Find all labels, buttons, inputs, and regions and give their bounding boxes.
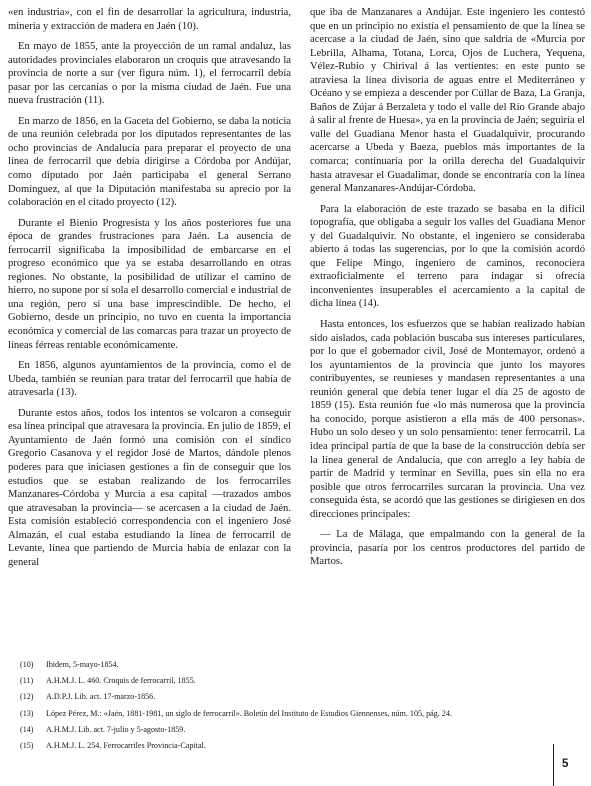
paragraph: En marzo de 1856, en la Gaceta del Gobierno, se daba la noticia de una reunión celebrada por los diputados representantes de las ocho provincias de Andalucía para preparar el proyecto de una línea de ferrocarril que debía dirigirse a Córdoba por Andújar, como diputado por Jaén participaba el general Serrano Domínguez, al que la Diputación manifestaba su aprecio por la colaboración en el citado proyecto (12).	[8, 115, 291, 209]
footnote-text: López Pérez, M.: «Jaén, 1881-1981, un siglo de ferrocarril». Boletín del Instituto de Estudios Giennenses, núm. 105, pág. 24.	[46, 708, 452, 718]
footnote-number: (14)	[20, 724, 34, 734]
footnote	[20, 738, 580, 754]
paragraph: «en industria», con el fin de desarrollar la agricultura, industria, minería y extracción de madera en Jaén (10).	[8, 7, 291, 32]
paragraph: Durante estos años, todos los intentos se volcaron a conseguir esa línea principal que atravesara la provincia. En julio de 1859, el Ayuntamiento de Jaén formó una comisión con el síndico Gregorio Casanova y el regidor José de Martos, dándole plenos poderes para que iniciasen gestiones a fin de conseguir que los estudios que se estaban realizando de los ferrocarriles Manzanares-Córdoba y Murcia a esa capital —trazados ambos que atravesaban la provincia— se acercasen a la ciudad de Jaén. Esta comisión estableció correspondencia con el ingeniero José Almazán, el cual estaba estudiando la línea de ferrocarril de Levante, línea que partiendo de Murcia había de enlazar con la general	[8, 407, 291, 568]
footnotes	[20, 657, 580, 754]
paragraph: Para la elaboración de este trazado se basaba en la difícil topografía, que obligaba a seguir los valles del Guadiana Menor y del Guadalquivir. No obstante, el ingeniero se consideraba abierto á todas las sugerencias, por lo que la comisión acordó que Felipe Mingo, ingeniero de caminos, reconociera extraoficialmente el terreno para indagar si ofrecía inconvenientes insuperables el acercamiento a la capital de dicha línea (14).	[310, 203, 585, 310]
paragraph: Hasta entonces, los esfuerzos que se habían realizado habían sido aislados, cada población buscaba sus intereses particulares, por lo que el gobernador civil, José de Montemayor, ordenó a los ayuntamientos de la provincia que junto los mayores contribuyentes, se reunieses y mandasen representantes a una reunión general que debía tener lugar el día 25 de agosto de 1859 (15). Esta reunión fue «lo más numerosa que la provincia ha conocido, porque asistieron a ella más de 400 personas». Hubo un solo deseo y un solo pensamiento: tener ferrocarril. La idea principal partía de que la base de la construcción debía ser la línea general de Andalucía, que con arreglo a ley había de partir de Madrid y terminar en Sevilla, pues sin ella no era posible que otros ferrocarriles surcaran la provincia. Una vez conseguida ésta, se acordó que las gestiones se dirigiesen en dos direcciones principales:	[310, 319, 585, 520]
footnote-text: A.H.M.J. Lib. act. 7-julio y 5-agosto-1859.	[46, 724, 186, 734]
footnote-text: Ibidem, 5-mayo-1854.	[46, 660, 119, 669]
footnote-number: (10)	[20, 660, 34, 669]
right-text-column	[310, 6, 585, 576]
footnote	[20, 706, 580, 722]
paragraph: En mayo de 1855, ante la proyección de un ramal andaluz, las autoridades provinciales elaboraron un croquis que atravesando la provincia de norte a sur (ver figura núm. 1), el ferrocarril debía pasar por las cercanías o por la misma ciudad de Jaén. Fue una nueva frustración (11).	[8, 41, 291, 107]
footnote-number: (15)	[20, 741, 34, 751]
paragraph: En 1856, algunos ayuntamientos de la provincia, como el de Ubeda, también se reunían para tratar del ferrocarril que había de atravesarla (13).	[8, 360, 291, 399]
footnote	[20, 657, 580, 673]
footnote-number: (12)	[20, 692, 34, 702]
footnote	[20, 673, 580, 689]
page-number: 5	[562, 758, 569, 770]
page-number-rule	[553, 744, 554, 786]
footnote	[20, 722, 580, 738]
footnote-text: A.D.P.J. Lib. act. 17-marzo-1856.	[46, 692, 156, 702]
footnote-number: (11)	[20, 676, 34, 686]
paragraph: Durante el Bienio Progresista y los años posteriores fue una época de grandes frustraciones para Jaén. La ausencia de ferrocarril significaba la imposibilidad de embarcarse en el progreso económico que ya se estaba desarrollando en otras regiones. No obstante, la posibilidad de utilizar el camino de hierro, no supone por sí sola el desarrollo comercial e industrial de una región, pero sí una base imprescindible. De hecho, el Gobierno, desde un principio, no tuvo en cuenta la importancia económica y comercial de las comarcas para trazar un proyecto de líneas férreas rentable económicamente.	[8, 217, 291, 351]
footnote-text: A.H.M.J. L. 254. Ferrocarriles Provincia-Capital.	[46, 741, 206, 751]
footnote	[20, 689, 580, 705]
footnote-text: A.H.M.J. L. 460. Croquis de ferrocarril, 1855.	[46, 676, 196, 686]
paragraph: que iba de Manzanares a Andújar. Este ingeniero les contestó que en un principio no existía el pensamiento de que la línea se acercase a la ciudad de Jaén, sino que saldría de «Murcia por Lebrilla, Alhama, Totana, Lorca, Ojos de Luchera, Yequena, Vélez-Rubio y Chirival á las vertientes: en este punto se atraviesa la línea divisoria de aguas entre el Mediterráneo y Océano y se empieza a descender por Cúllar de Baza, La Granja, Baños de Zújar á Berzaleta y todo el valle del Río Grande abajo á salir al frente de Huesa», ya en la provincia de Jaén; seguiría el valle del Guadiana Menor hasta el Guadalquivir, procurando acercarse a Ubeda y Baeza, pueblos más importantes de la comarca; continuaría por la orilla derecha del Guadalquivir hasta atravesar el Guadalimar, donde se encontraría con la línea general Manzanares-Andújar-Córdoba.	[310, 7, 586, 195]
footnote-number: (13)	[20, 708, 34, 718]
paragraph: — La de Málaga, que empalmando con la general de la provincia, pasaría por los centros productores del partido de Martos.	[310, 529, 585, 568]
left-text-column	[8, 6, 291, 576]
